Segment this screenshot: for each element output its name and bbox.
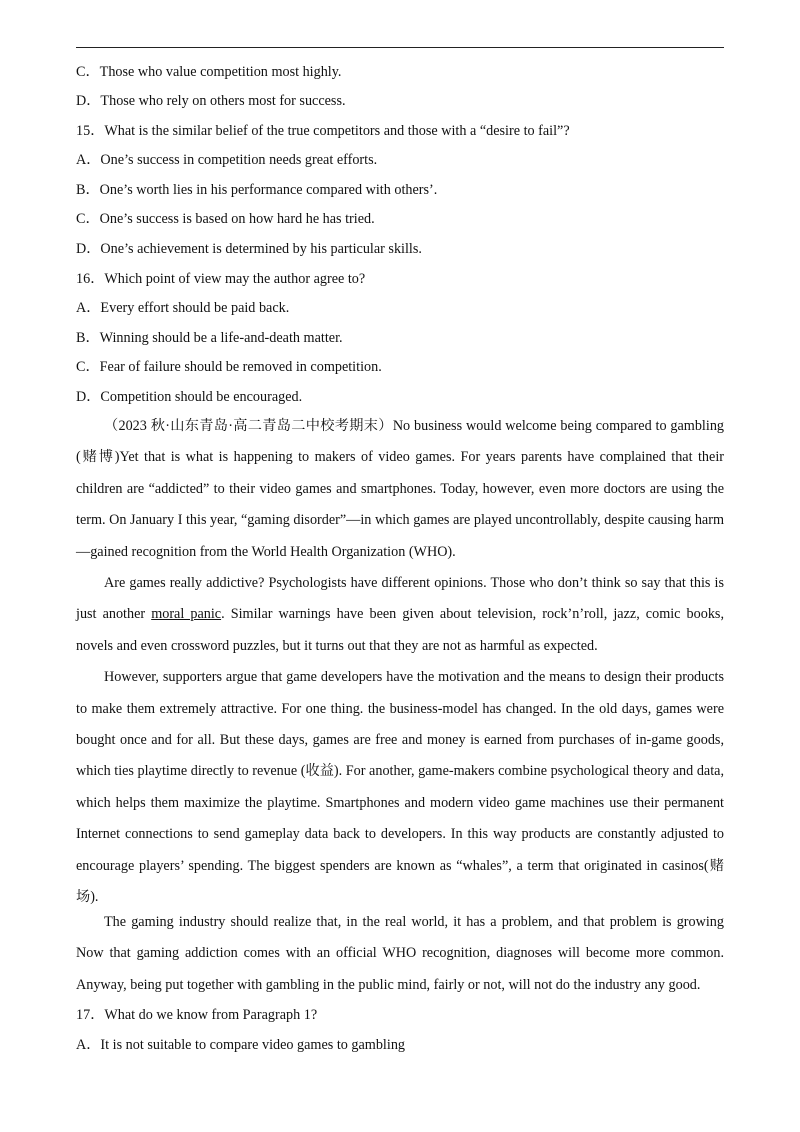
passage-block-2 <box>76 907 724 1001</box>
paragraph-2-text-b: . Similar warnings have been given about television, rock’n’roll, jazz, comic books, novels and even crossword puzzles, but it turns out that they are not as harmful as expected. <box>76 606 724 654</box>
q15-option-a: A．One’s success in competition needs great efforts. <box>76 152 378 168</box>
paragraph-2-text-a: Are games really addictive? Psychologists have different opinions. Those who don’t think so say that this is just another <box>76 575 724 623</box>
passage-paragraph-3: However, supporters argue that game developers have the motivation and the means to design their products to make them extremely attractive. For one thing. the business-model has changed. In the old days, games were bought once and for all. But these days, games are free and money is earned from purchases of in-game goods, which ties playtime directly to revenue (收益). For another, game-makers combine psychological theory and data, which helps them maximize the playtime. Smartphones and modern video game machines use their permanent Internet connections to send gameplay data back to developers. In this way products are constantly adjusted to encourage players’ spending. The biggest spenders are known as “whales”, a term that originated in casinos(赌场). <box>76 669 724 906</box>
q15-stem: 15．What is the similar belief of the true competitors and those with a “desire to fail”? <box>76 123 570 139</box>
q15-option-d: D．One’s achievement is determined by his particular skills. <box>76 241 422 257</box>
q17-stem: 17．What do we know from Paragraph 1? <box>76 1007 318 1023</box>
passage-paragraph-4: The gaming industry should realize that, in the real world, it has a problem, and that problem is growing Now that gaming addiction comes with an official WHO recognition, diagnoses will become more common. Anyway, being put together with gambling in the public mind, fairly or not, will not do the industry any good. <box>76 914 724 993</box>
underlined-phrase: moral panic <box>151 606 222 623</box>
q14-option-c: C．Those who value competition most highly. <box>76 64 342 80</box>
passage-source: （2023 秋·山东青岛·高二青岛二中校考期末） <box>104 418 393 434</box>
q17-option-a: A．It is not suitable to compare video games to gambling <box>76 1037 406 1053</box>
q16-option-d: D．Competition should be encouraged. <box>76 389 303 405</box>
q16-option-b: B．Winning should be a life-and-death matter. <box>76 330 343 346</box>
header-rule <box>76 47 724 48</box>
q16-option-c: C．Fear of failure should be removed in competition. <box>76 359 382 375</box>
passage-paragraph-1 <box>76 411 724 568</box>
q14-option-d: D．Those who rely on others most for success. <box>76 93 346 109</box>
passage-paragraph-2 <box>76 568 724 662</box>
paragraph-1-text: No business would welcome being compared to gambling (赌博)Yet that is what is happening to makers of video games. For years parents have complained that their children are “addicted” to their video games and smartphones. Today, however, even more doctors are using the term. On January I this year, “gaming disorder”—in which games are played uncontrollably, despite causing harm —gained recognition from the World Health Organization (WHO). <box>76 418 725 560</box>
q15-option-c: C．One’s success is based on how hard he has tried. <box>76 211 375 227</box>
passage-block-1 <box>76 411 724 914</box>
q16-option-a: A．Every effort should be paid back. <box>76 300 290 316</box>
q15-option-b: B．One’s worth lies in his performance compared with others’. <box>76 182 438 198</box>
q16-stem: 16．Which point of view may the author agree to? <box>76 271 366 287</box>
